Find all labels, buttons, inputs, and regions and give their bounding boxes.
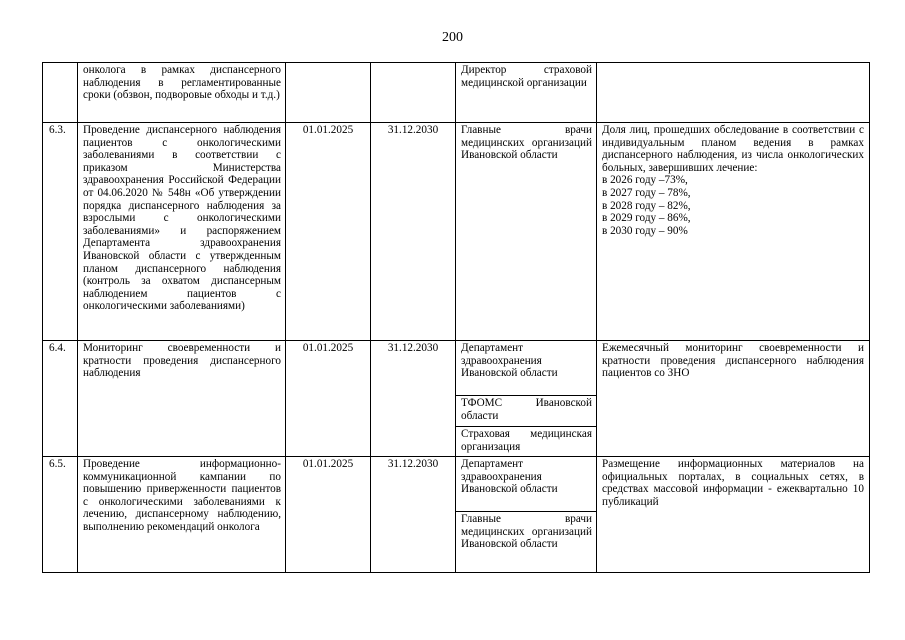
start-date: 01.01.2025	[286, 457, 371, 573]
page-number: 200	[442, 30, 463, 45]
result-cell: Ежемесячный мониторинг своевременности и кратности проведения диспансерного наблюдения пациентов со ЗНО	[597, 341, 870, 457]
row-number: 6.3.	[43, 123, 78, 341]
activity-cell: Проведение диспансерного наблюдения пациентов с онкологическими заболеваниями в соответствии с приказом Министерства здравоохранения Российской Федерации от 04.06.2020 № 548н «Об утверждении порядка диспансерного наблюдения за взрослыми с онкологическими заболеваниями» и распоряжением Департамента здравоохранения Ивановской области с утвержденным планом диспансерного наблюдения (контроль за охватом диспансерным наблюдением пациентов с онкологическими заболеваниями)	[78, 123, 286, 341]
result-cell	[597, 63, 870, 123]
responsible-cell	[456, 341, 597, 457]
responsible-item: ТФОМС Ивановской области	[456, 395, 596, 426]
end-date: 31.12.2030	[371, 123, 456, 341]
table-row	[43, 123, 870, 341]
start-date	[286, 63, 371, 123]
result-text: Доля лиц, прошедших обследование в соответствии с индивидуальным планом ведения в рамках диспансерного наблюдения, из числа онкологических больных, завершивших лечение:	[602, 124, 864, 174]
result-cell	[597, 123, 870, 341]
responsible-item: Главные врачи медицинских организаций Ивановской области	[461, 124, 592, 162]
table-row	[43, 63, 870, 123]
end-date: 31.12.2030	[371, 341, 456, 457]
responsible-item: Главные врачи медицинских организаций Ивановской области	[456, 511, 596, 553]
responsible-item: Департамент здравоохранения Ивановской области	[461, 458, 558, 496]
result-line: в 2030 году – 90%	[602, 224, 688, 237]
result-line: в 2028 году – 82%,	[602, 199, 691, 212]
end-date: 31.12.2030	[371, 457, 456, 573]
end-date	[371, 63, 456, 123]
responsible-cell	[456, 457, 597, 573]
row-number: 6.5.	[43, 457, 78, 573]
row-number	[43, 63, 78, 123]
result-line: в 2026 году –73%,	[602, 174, 688, 187]
responsible-cell	[456, 123, 597, 341]
responsible-item: Страховая медицинская организация	[456, 426, 596, 455]
activity-cell: Мониторинг своевременности и кратности проведения диспансерного наблюдения	[78, 341, 286, 457]
responsible-item: Департамент здравоохранения Ивановской области	[461, 342, 558, 380]
responsible-item: Директор страховой медицинской организации	[461, 64, 592, 89]
result-cell: Размещение информационных материалов на официальных порталах, в социальных сетях, в средствах массовой информации - ежеквартально 10 публикаций	[597, 457, 870, 573]
table-row	[43, 341, 870, 457]
table-row	[43, 457, 870, 573]
activity-cell: Проведение информационно-коммуникационной кампании по повышению приверженности пациентов с онкологическими заболеваниями к лечению, диспансерному наблюдению, выполнению рекомендаций онколога	[78, 457, 286, 573]
result-line: в 2029 году – 86%,	[602, 212, 691, 225]
start-date: 01.01.2025	[286, 123, 371, 341]
start-date: 01.01.2025	[286, 341, 371, 457]
activity-cell: онколога в рамках диспансерного наблюдения в регламентированные сроки (обзвон, подворовые обходы и т.д.)	[78, 63, 286, 123]
plan-table	[42, 62, 870, 573]
result-line: в 2027 году – 78%,	[602, 186, 691, 199]
responsible-cell	[456, 63, 597, 123]
row-number: 6.4.	[43, 341, 78, 457]
